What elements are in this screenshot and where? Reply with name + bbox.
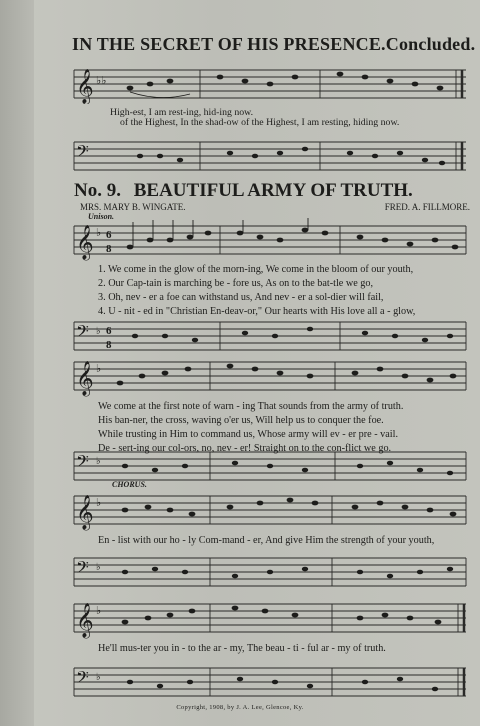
song-credits [80, 202, 470, 212]
copyright-notice: Copyright, 1908, by J. A. Lee, Glencoe, Ky. [176, 704, 304, 711]
prev-lyric-line-2: of the Highest, In the shad-ow of the Highest, I am resting, hiding now. [120, 117, 400, 128]
verse3-line-b: While trusting in Him to command us, Whose army will ev - er pre - vail. [98, 429, 398, 440]
page-gutter [0, 0, 34, 726]
song-number: No. 9. [74, 180, 121, 201]
system1-bass-staff [70, 314, 470, 356]
header-title: IN THE SECRET OF HIS PRESENCE. [72, 34, 386, 54]
treble-clef-icon: 𝄞 [76, 496, 94, 529]
lyricist-credit: MRS. MARY B. WINGATE. [80, 202, 186, 212]
composer-credit: FRED. A. FILLMORE. [384, 202, 470, 212]
page-header [72, 34, 476, 55]
chorus-line-2: He'll mus-ter you in - to the ar - my, The beau - ti - ful ar - my of truth. [98, 643, 386, 654]
song-heading [74, 180, 474, 202]
bass-clef-icon: 𝄢 [76, 323, 89, 345]
verse4-line-b: De - sert-ing our col-ors, no, nev - er! Straight on to the con-flict we go. [98, 443, 392, 454]
verse1-line-a: 1. We come in the glow of the morn-ing, We come in the bloom of our youth, [98, 264, 414, 275]
bass-clef-icon: 𝄢 [76, 559, 89, 581]
bass-clef-icon: 𝄢 [76, 669, 89, 691]
song-title: BEAUTIFUL ARMY OF TRUTH. [133, 180, 413, 201]
verse1-line-b: We come at the first note of warn - ing That sounds from the army of truth. [98, 401, 404, 412]
treble-clef-icon: 𝄞 [76, 604, 94, 637]
chorus1-bass-staff [70, 550, 470, 592]
system2-treble-staff [70, 354, 470, 398]
verse4-line-a: 4. U - nit - ed in "Christian En-deav-or," Our hearts with His love all a - glow, [98, 306, 416, 317]
bass-clef-icon: 𝄢 [76, 143, 89, 165]
svg-text:♭: ♭ [96, 227, 102, 239]
svg-text:♭♭: ♭♭ [96, 75, 107, 87]
chorus2-bass-staff [70, 660, 470, 702]
svg-text:♭: ♭ [96, 363, 102, 375]
treble-clef-icon: 𝄞 [76, 362, 94, 395]
verse2-line-a: 2. Our Cap-tain is marching be - fore us, As on to the bat-tle we go, [98, 278, 373, 289]
svg-text:6: 6 [106, 325, 112, 337]
chorus1-treble-staff [70, 488, 470, 532]
prev-treble-staff [70, 62, 470, 104]
verse3-line-a: 3. Oh, nev - er a foe can withstand us, And nev - er a sol-dier will fail, [98, 292, 384, 303]
treble-clef-icon: 𝄞 [76, 70, 94, 103]
svg-text:♭: ♭ [96, 605, 102, 617]
bass-clef-icon: 𝄢 [76, 453, 89, 475]
unison-label: Unison. [88, 212, 115, 221]
svg-text:♭: ♭ [96, 326, 101, 337]
chorus-label: CHORUS. [112, 480, 147, 489]
prev-lyric-line-1: High-est, I am rest-ing, hid-ing now. [110, 107, 254, 118]
svg-text:♭: ♭ [96, 497, 102, 509]
chorus2-treble-staff [70, 596, 470, 640]
treble-clef-icon: 𝄞 [76, 226, 94, 259]
svg-text:8: 8 [106, 339, 112, 351]
svg-text:6: 6 [106, 229, 112, 241]
system1-treble-staff [70, 218, 470, 262]
svg-text:♭: ♭ [96, 672, 101, 683]
chorus-line-1: En - list with our ho - ly Com-mand - er, And give Him the strength of your youth, [98, 535, 435, 546]
prev-bass-staff [70, 134, 470, 176]
verse2-line-b: His ban-ner, the cross, waving o'er us, Will help us to conquer the foe. [98, 415, 384, 426]
header-status: Concluded. [385, 34, 476, 54]
svg-text:8: 8 [106, 243, 112, 255]
svg-text:♭: ♭ [96, 562, 101, 573]
svg-text:♭: ♭ [96, 456, 101, 467]
